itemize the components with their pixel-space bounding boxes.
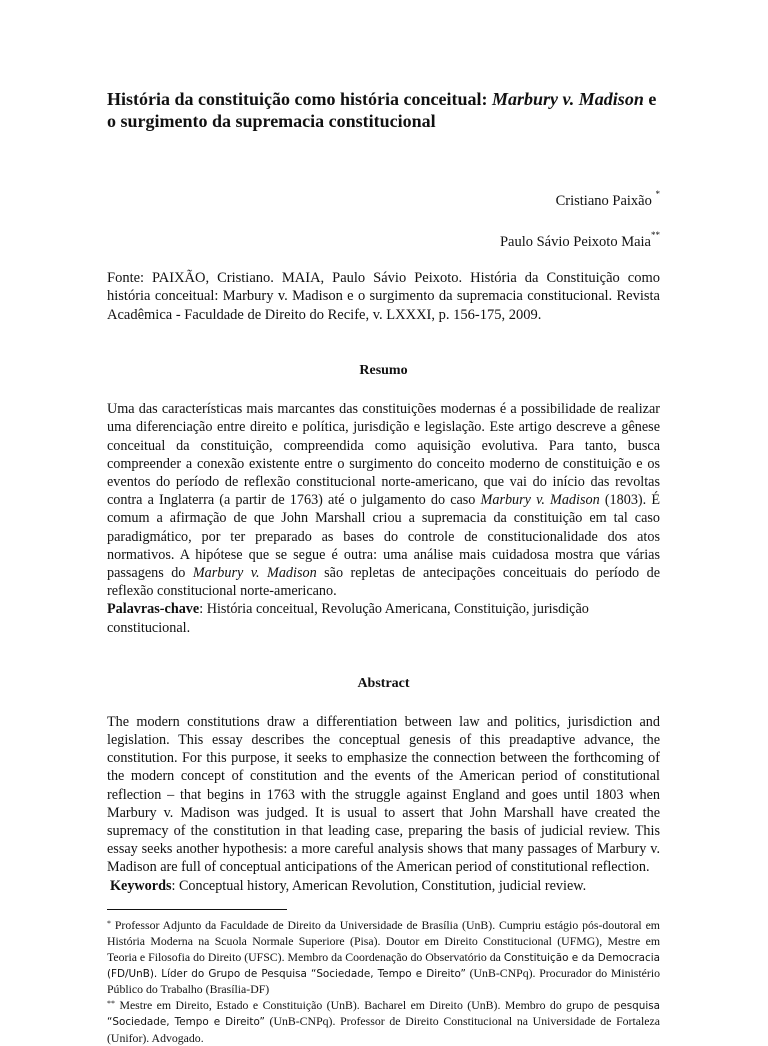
- title-italic-case-name: Marbury v. Madison: [491, 89, 644, 109]
- source-citation: Fonte: PAIXÃO, Cristiano. MAIA, Paulo Sávio Peixoto. História da Constituição como história conceitual: Marbury v. Madison e o surgimento da supremacia constitucional. Revista Acadêmica - Faculdade de Direito do Recife, v. LXXXI, p. 156-175, 2009.: [107, 269, 660, 323]
- abstract-text: The modern constitutions draw a differentiation between law and politics, jurisdiction and legislation. This essay describes the conceptual genesis of this preadaptive advance, the constitution. For this purpose, it seeks to emphasize the connection between the forthcoming of the modern concept of constitution and the events of the American period of constitutional reflection – that begins in 1763 with the struggle against England and goes until 1803 when Marbury v. Madison was judged. It is usual to assert that John Marshall have created the supremacy of the constitution in that leading case, preparing the basis of judicial review. This essay seeks another hypothesis: a more careful analysis shows that many passages of Marbury v. Madison are full of conceptual anticipations of the American period of constitutional reflection.: [107, 713, 660, 876]
- paper-title: [107, 88, 660, 132]
- palavras-chave-label: Palavras-chave: [107, 601, 200, 618]
- footnote-separator: [107, 909, 287, 910]
- resumo-case-name-2: Marbury v. Madison: [192, 564, 317, 581]
- author-1-name: Cristiano Paixão: [555, 192, 652, 209]
- author-1-footnote-mark: *: [655, 189, 660, 199]
- footnote-1-text-part-1: Professor Adjunto da Faculdade de Direito da Universidade de Brasília (UnB). Cumpriu estágio pós-doutoral em História Moderna na Scuola Normale Superiore (Pisa). Doutor em Direito Constitucional (UFMG), Mestre em Teoria e Filosofia do Direito (UFSC). Membro da Coordenação do Observatório da: [107, 917, 660, 964]
- author-1: [107, 187, 660, 210]
- resumo-text-part-3: são repletas de antecipações conceituais do período de reflexão constitucional norte-americano.: [107, 564, 660, 600]
- resumo-heading: Resumo: [359, 363, 408, 379]
- title-part-1: História da constituição como história conceitual:: [107, 89, 492, 109]
- author-2-name: Paulo Sávio Peixoto Maia: [499, 233, 651, 250]
- keywords-list: : Conceptual history, American Revolution, Constitution, judicial review.: [171, 877, 587, 894]
- footnote-1-mark: *: [107, 918, 111, 928]
- footnote-2-text-alt-font: pesquisa “Sociedade, Tempo e Direito”: [107, 999, 660, 1029]
- keywords: [107, 877, 660, 895]
- abstract-heading: Abstract: [357, 675, 410, 691]
- resumo-text: [107, 400, 660, 600]
- abstract-section: [107, 675, 660, 895]
- footnote-2-text-part-2: (UnB-CNPq). Professor de Direito Constitucional na Universidade de Fortaleza (Unifor). Advogado.: [107, 1014, 660, 1045]
- resumo-text-part-1: Uma das características mais marcantes das constituições modernas é a possibilidade de realizar uma diferenciação entre direito e política, jurisdição e legislação. Este artigo descreve a gênese conceitual da constituição, compreendida como aquisição evolutiva. Para tanto, busca compreender a conexão existente entre o surgimento do conceito moderno de constituição e os eventos do período de reflexão constitucional norte-americano, que vai do início das revoltas contra a Inglaterra (a partir de 1763) até o julgamento do caso: [107, 401, 660, 509]
- author-2-footnote-mark: **: [651, 229, 660, 240]
- footnote-1-text-part-2: (UnB-CNPq). Procurador do Ministério Público do Trabalho (Brasília-DF): [107, 966, 660, 997]
- footnote-1-text-alt-font: Constituição e da Democracia (FD/UnB). Líder do Grupo de Pesquisa “Sociedade, Tempo e Direito”: [107, 951, 660, 981]
- author-2: [107, 228, 660, 251]
- title-part-2: e o surgimento da supremacia constitucional: [107, 89, 657, 131]
- palavras-chave: [107, 600, 660, 636]
- palavras-chave-list: : História conceitual, Revolução Americana, Constituição, jurisdição constitucional.: [107, 601, 589, 636]
- resumo-text-part-2: (1803). É comum a afirmação de que John Marshall criou a supremacia da constituição em tal caso paradigmático, por ter preparado as bases do controle de constitucionalidade dos atos normativos. A hipótese que se segue é outra: uma análise mais cuidadosa mostra que várias passagens do: [107, 492, 660, 581]
- footnote-2: [107, 998, 660, 1046]
- footnote-1: [107, 918, 660, 998]
- resumo-case-name-1: Marbury v. Madison: [480, 492, 600, 509]
- footnote-2-text-part-1: Mestre em Direito, Estado e Constituição (UnB). Bacharel em Direito (UnB). Membro do grupo de: [115, 997, 614, 1012]
- paper-page: [107, 88, 660, 1046]
- keywords-label: Keywords: [110, 877, 172, 894]
- footnote-2-mark: **: [107, 998, 115, 1008]
